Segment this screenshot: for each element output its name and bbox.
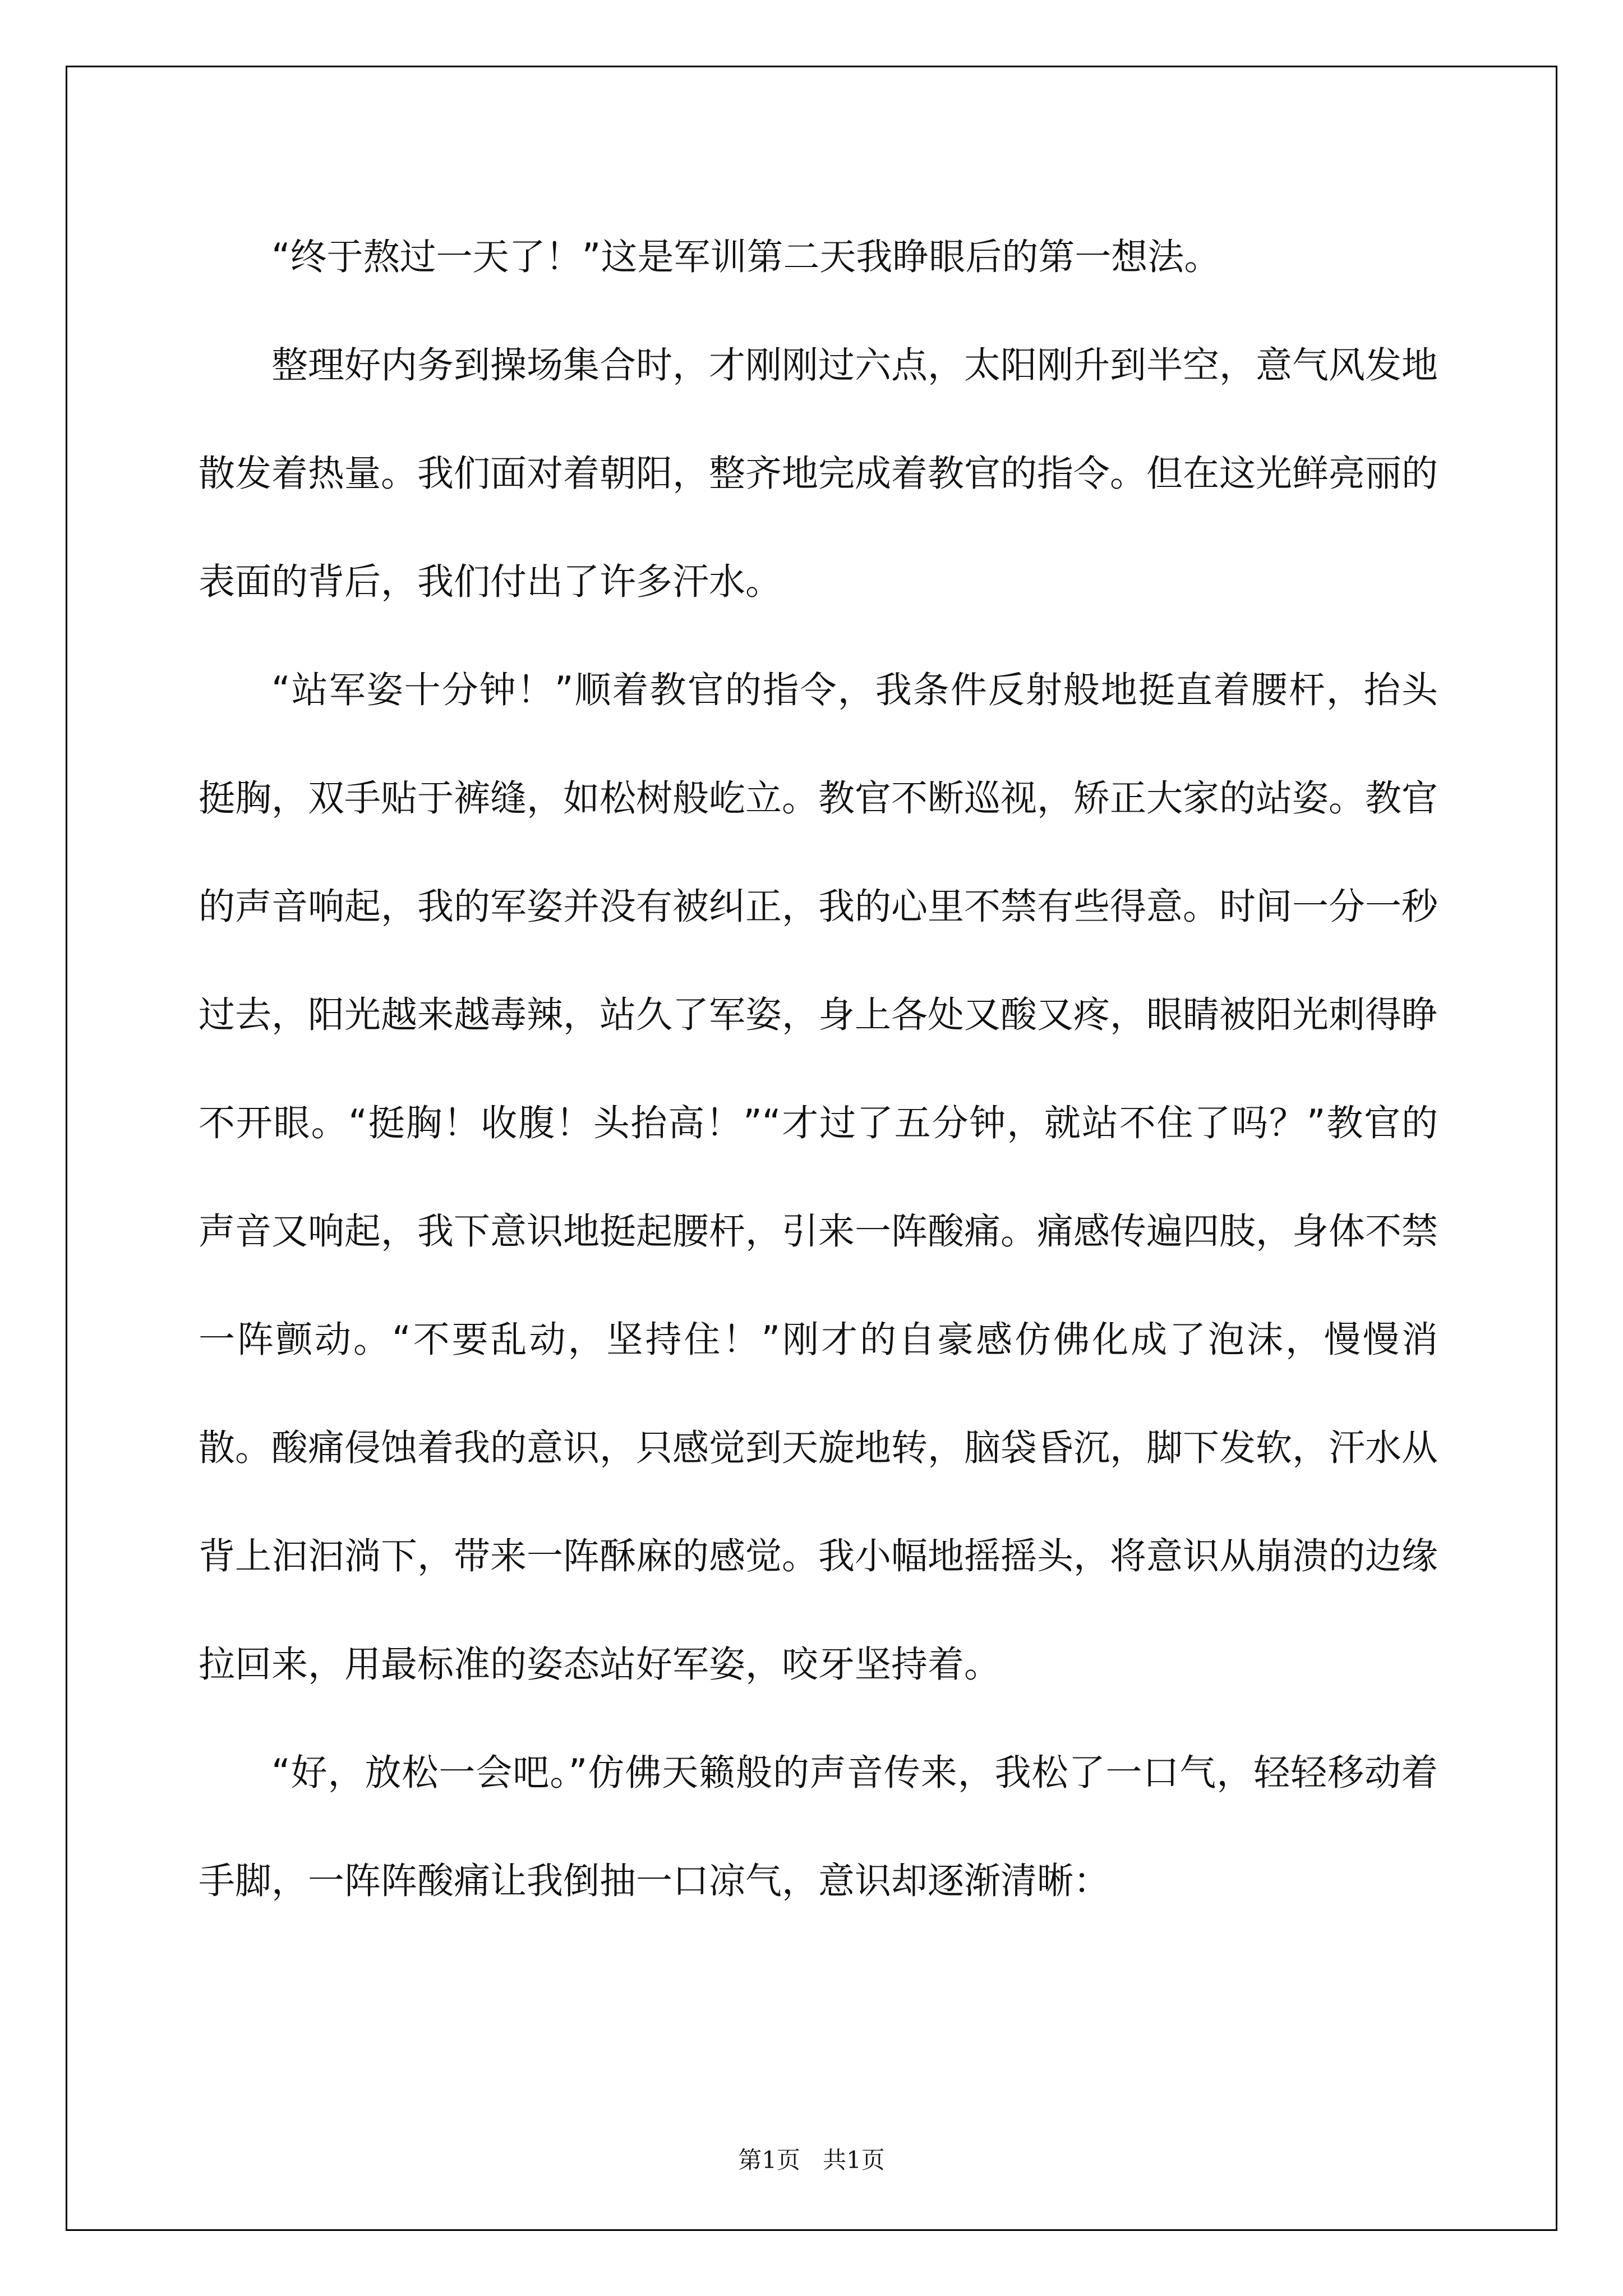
paragraph-2: 整理好内务到操场集合时，才刚刚过六点，太阳刚升到半空，意气风发地散发着热量。我们面对着朝阳，整齐地完成着教官的指令。但在这光鲜亮丽的表面的背后，我们付出了许多汗水。: [199, 344, 1438, 603]
document-body: [199, 203, 1438, 1935]
paragraph-4: “好，放松一会吧。”仿佛天籁般的声音传来，我松了一口气，轻轻移动着手脚，一阵阵酸痛让我倒抽一口凉气，意识却逐渐清晰：: [199, 1752, 1438, 1902]
page-number-footer: 第1页 共1页: [738, 2146, 885, 2174]
paragraph-1: “终于熬过一天了！”这是军训第二天我睁眼后的第一想法。: [271, 236, 1221, 278]
paragraph-3: “站军姿十分钟！”顺着教官的指令，我条件反射般地挺直着腰杆，抬头挺胸，双手贴于裤缝，如松树般屹立。教官不断巡视，矫正大家的站姿。教官的声音响起，我的军姿并没有被纠正，我的心里不禁有些得意。时间一分一秒过去，阳光越来越毒辣，站久了军姿，身上各处又酸又疼，眼睛被阳光刺得睁不开眼。“挺胸！收腹！头抬高！”“才过了五分钟，就站不住了吗？”教官的声音又响起，我下意识地挺起腰杆，引来一阵酸痛。痛感传遍四肢，身体不禁一阵颤动。“不要乱动，坚持住！”刚才的自豪感仿佛化成了泡沫，慢慢消散。酸痛侵蚀着我的意识，只感觉到天旋地转，脑袋昏沉，脚下发软，汗水从背上汩汩淌下，带来一阵酥麻的感觉。我小幅地摇摇头，将意识从崩溃的边缘拉回来，用最标准的姿态站好军姿，咬牙坚持着。: [199, 669, 1438, 1686]
